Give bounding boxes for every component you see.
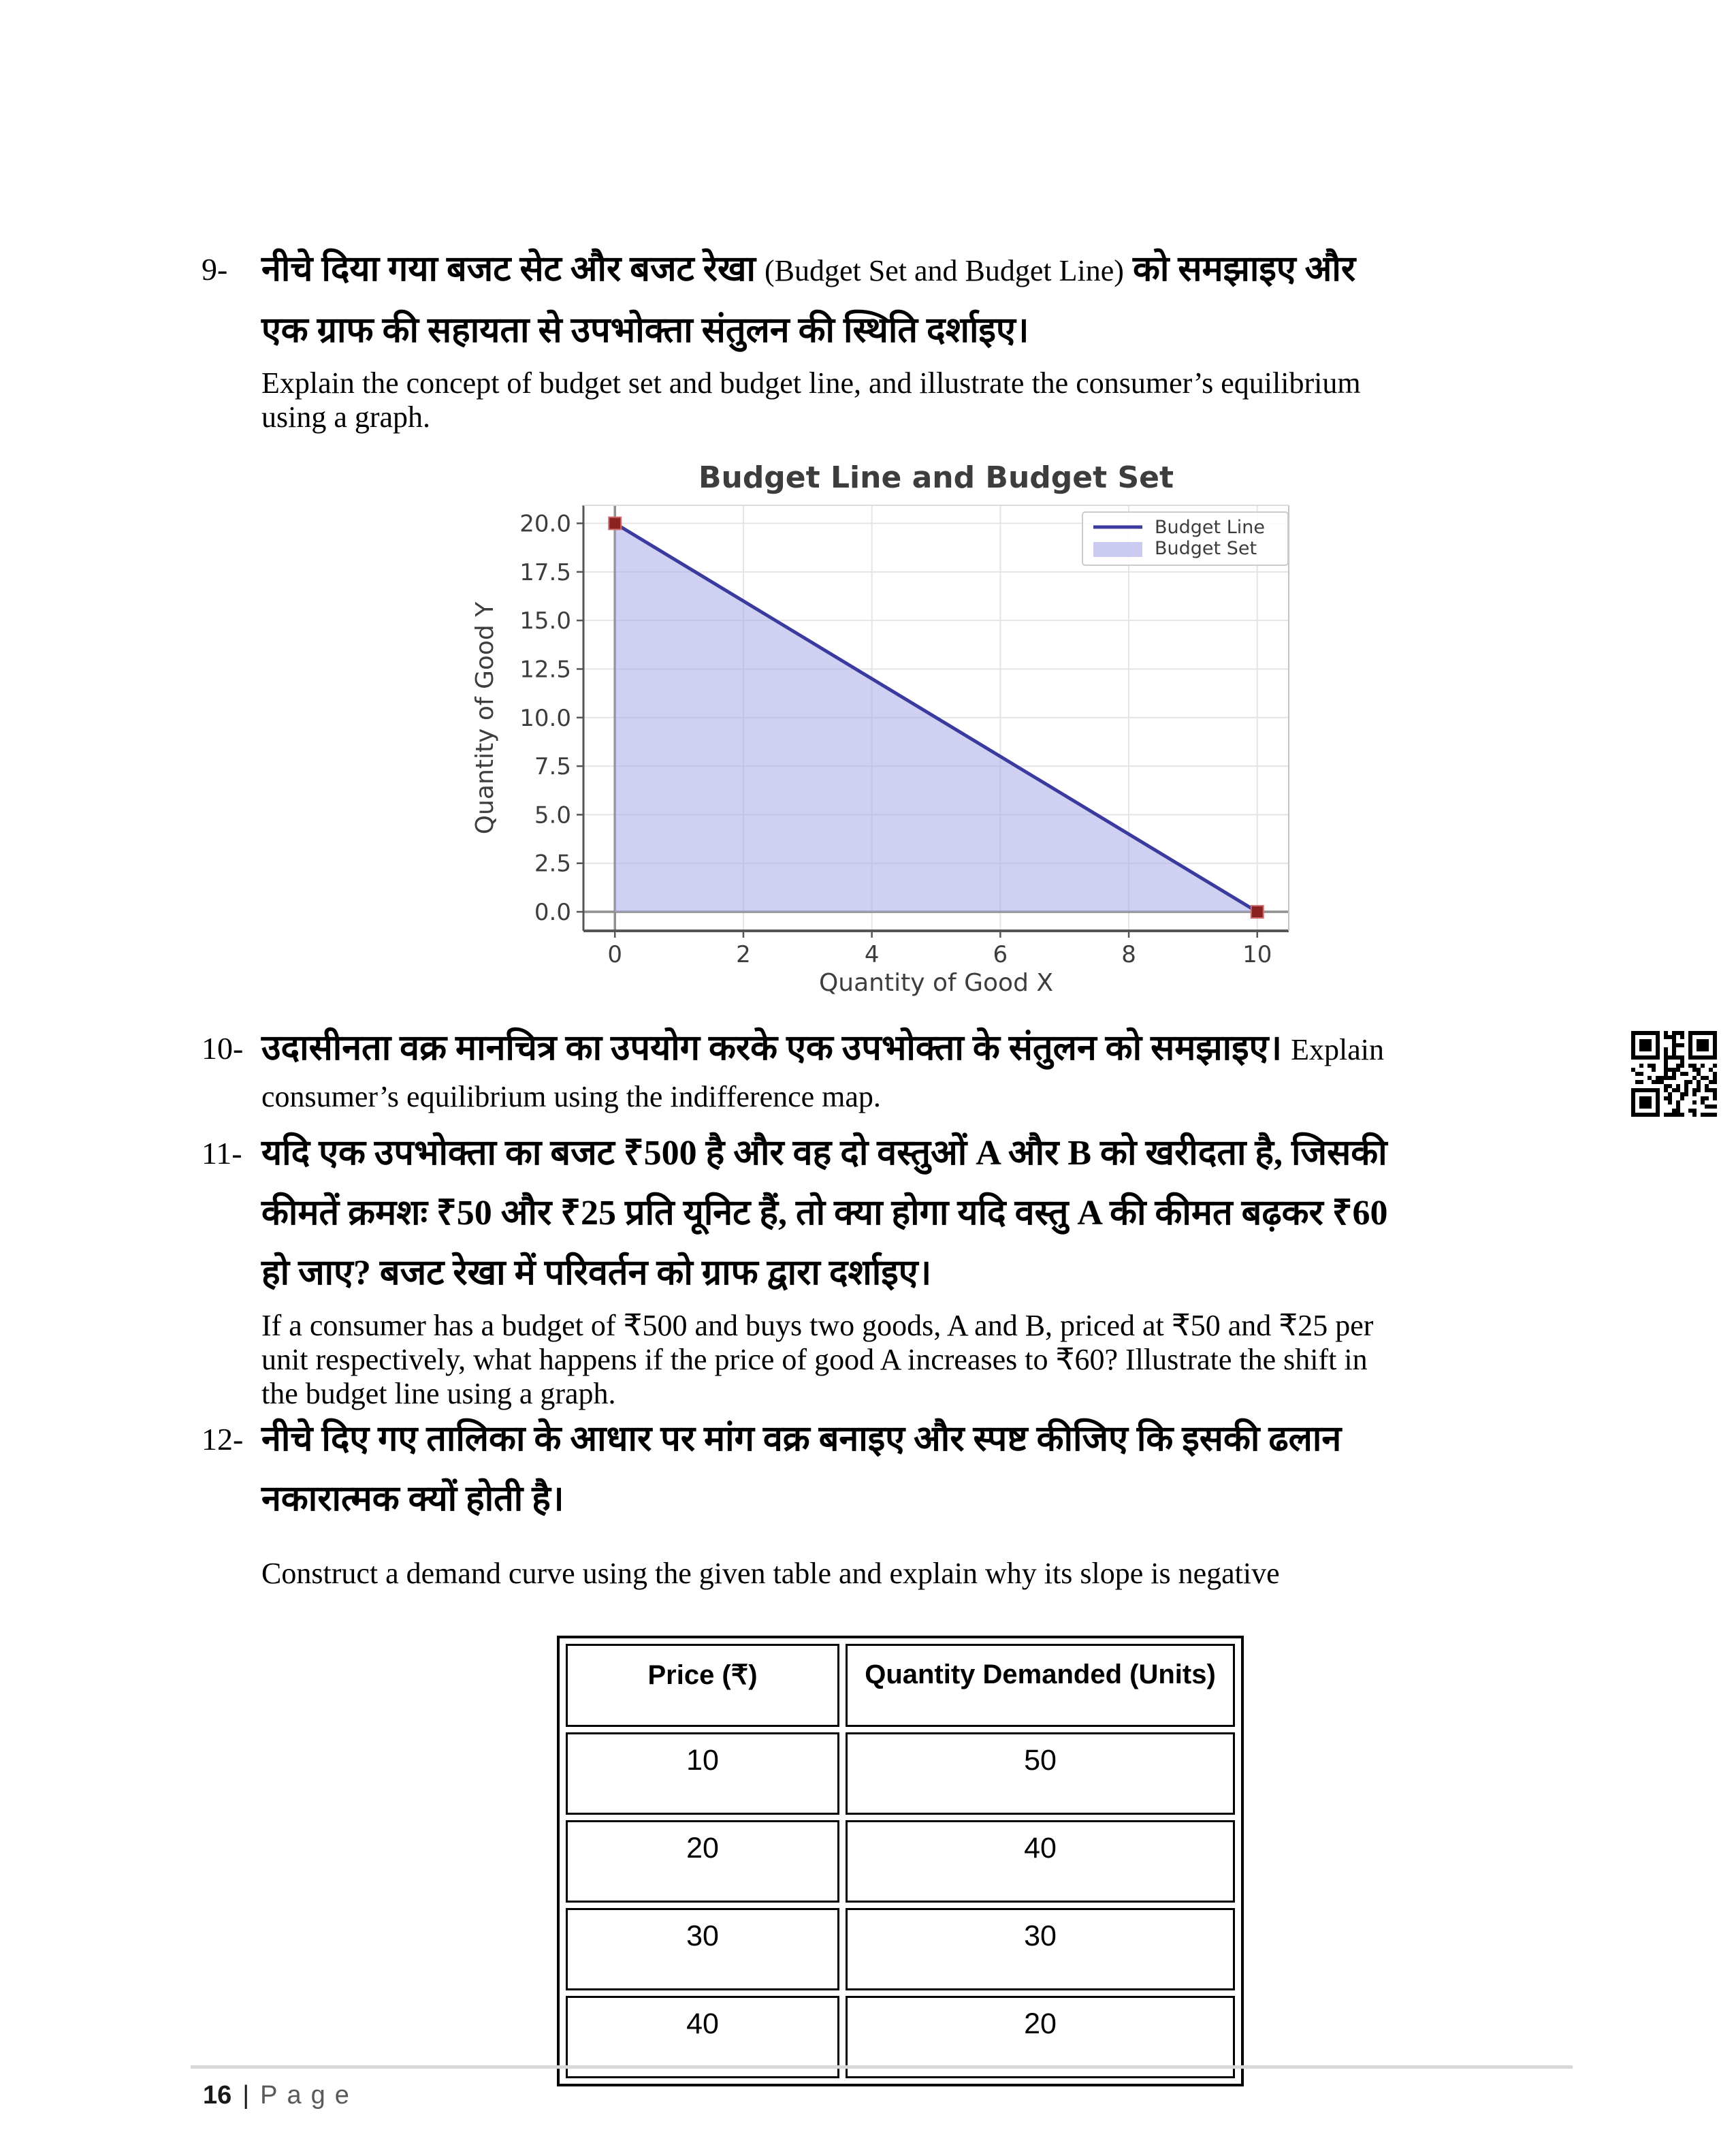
question-text-line: consumer’s equilibrium using the indifference map. bbox=[261, 1080, 881, 1113]
table-header-price: Price (₹) bbox=[566, 1644, 839, 1727]
budget-chart-svg bbox=[436, 456, 1355, 1001]
svg-text:8: 8 bbox=[1121, 941, 1136, 968]
question-text-line: हो जाए? बजट रेखा में परिवर्तन को ग्राफ द्वारा दर्शाइए। bbox=[261, 1254, 932, 1292]
question-text-line: एक ग्राफ की सहायता से उपभोक्ता संतुलन की स्थिति दर्शाइए। bbox=[261, 311, 1029, 350]
table-header-row bbox=[566, 1644, 1235, 1727]
question-10 bbox=[202, 1019, 1570, 1114]
latin-text: Explain bbox=[1291, 1033, 1384, 1066]
svg-text:Budget Line: Budget Line bbox=[1155, 517, 1265, 538]
question-text-line bbox=[261, 240, 1570, 301]
table-header-quantity: Quantity Demanded (Units) bbox=[846, 1644, 1235, 1727]
question-text-line: नीचे दिए गए तालिका के आधार पर मांग वक्र बनाइए और स्पष्ट कीजिए कि इसकी ढलान bbox=[261, 1420, 1342, 1459]
svg-text:7.5: 7.5 bbox=[534, 753, 571, 781]
table-row bbox=[566, 1908, 1235, 1990]
question-12 bbox=[202, 1410, 1570, 1591]
hindi-text: उदासीनता वक्र मानचित्र का उपयोग करके एक उपभोक्ता के संतुलन को समझाइए। bbox=[261, 1029, 1291, 1068]
quantity-cell: 30 bbox=[846, 1908, 1235, 1990]
hindi-text: नीचे दिया गया बजट सेट और बजट रेखा bbox=[261, 250, 765, 289]
question-text-line: Explain the concept of budget set and budget line, and illustrate the consumer’s equilibrium bbox=[261, 366, 1361, 400]
question-text-line: the budget line using a graph. bbox=[261, 1377, 616, 1410]
svg-text:2.5: 2.5 bbox=[534, 850, 571, 878]
page-number: 16 bbox=[203, 2081, 232, 2110]
table-row bbox=[566, 1820, 1235, 1903]
svg-text:0: 0 bbox=[607, 941, 623, 968]
question-number: 11- bbox=[202, 1136, 242, 1171]
svg-text:2: 2 bbox=[736, 941, 751, 968]
question-text-line: यदि एक उपभोक्ता का बजट ₹500 है और वह दो वस्तुओं A और B को खरीदता है, जिसकी bbox=[261, 1134, 1387, 1173]
price-cell: 30 bbox=[566, 1908, 839, 1990]
question-9 bbox=[202, 240, 1570, 434]
svg-text:20.0: 20.0 bbox=[519, 510, 571, 538]
latin-text: (Budget Set and Budget Line) bbox=[765, 254, 1124, 287]
qr-code-svg bbox=[1631, 1031, 1717, 1117]
question-text-line: नकारात्मक क्यों होती है। bbox=[261, 1480, 564, 1519]
question-number: 10- bbox=[202, 1031, 244, 1066]
qr-code bbox=[1631, 1031, 1717, 1117]
svg-text:6: 6 bbox=[993, 941, 1008, 968]
svg-text:Quantity of Good X: Quantity of Good X bbox=[818, 969, 1054, 997]
svg-text:12.5: 12.5 bbox=[519, 656, 571, 684]
price-cell: 20 bbox=[566, 1820, 839, 1903]
budget-line-chart bbox=[436, 456, 1355, 1001]
quantity-cell: 20 bbox=[846, 1996, 1235, 2078]
footer-divider bbox=[191, 2065, 1573, 2069]
question-text-line: कीमतें क्रमशः ₹50 और ₹25 प्रति यूनिट हैं, तो क्या होगा यदि वस्तु A की कीमत बढ़कर ₹60 bbox=[261, 1194, 1388, 1233]
question-text-line: unit respectively, what happens if the price of good A increases to ₹60? Illustrate the shift in bbox=[261, 1343, 1368, 1376]
hindi-text: को समझाइए और bbox=[1123, 250, 1356, 289]
demand-schedule-table bbox=[557, 1636, 1244, 2086]
svg-text:Quantity of Good Y: Quantity of Good Y bbox=[471, 601, 499, 835]
quantity-cell: 50 bbox=[846, 1732, 1235, 1815]
svg-text:5.0: 5.0 bbox=[534, 801, 571, 829]
question-11 bbox=[202, 1124, 1570, 1411]
question-number: 12- bbox=[202, 1422, 244, 1457]
svg-text:10: 10 bbox=[1242, 941, 1272, 968]
svg-text:17.5: 17.5 bbox=[519, 558, 571, 586]
quantity-cell: 40 bbox=[846, 1820, 1235, 1903]
price-cell: 10 bbox=[566, 1732, 839, 1815]
svg-text:0.0: 0.0 bbox=[534, 899, 571, 927]
footer-label: Page bbox=[260, 2081, 359, 2110]
footer-separator: | bbox=[242, 2081, 250, 2110]
question-text-line: Construct a demand curve using the given table and explain why its slope is negative bbox=[261, 1557, 1280, 1590]
svg-text:10.0: 10.0 bbox=[519, 704, 571, 732]
question-text-line: using a graph. bbox=[261, 400, 431, 434]
svg-text:Budget Line and Budget Set: Budget Line and Budget Set bbox=[698, 460, 1174, 495]
svg-text:4: 4 bbox=[864, 941, 880, 968]
table-row bbox=[566, 1732, 1235, 1815]
question-text-line bbox=[261, 1019, 1570, 1080]
svg-text:15.0: 15.0 bbox=[519, 607, 571, 635]
question-text-line: If a consumer has a budget of ₹500 and buys two goods, A and B, priced at ₹50 and ₹25 per bbox=[261, 1309, 1374, 1342]
page-footer bbox=[203, 2081, 359, 2110]
price-cell: 40 bbox=[566, 1996, 839, 2078]
question-number: 9- bbox=[202, 252, 228, 287]
svg-text:Budget Set: Budget Set bbox=[1155, 538, 1257, 559]
